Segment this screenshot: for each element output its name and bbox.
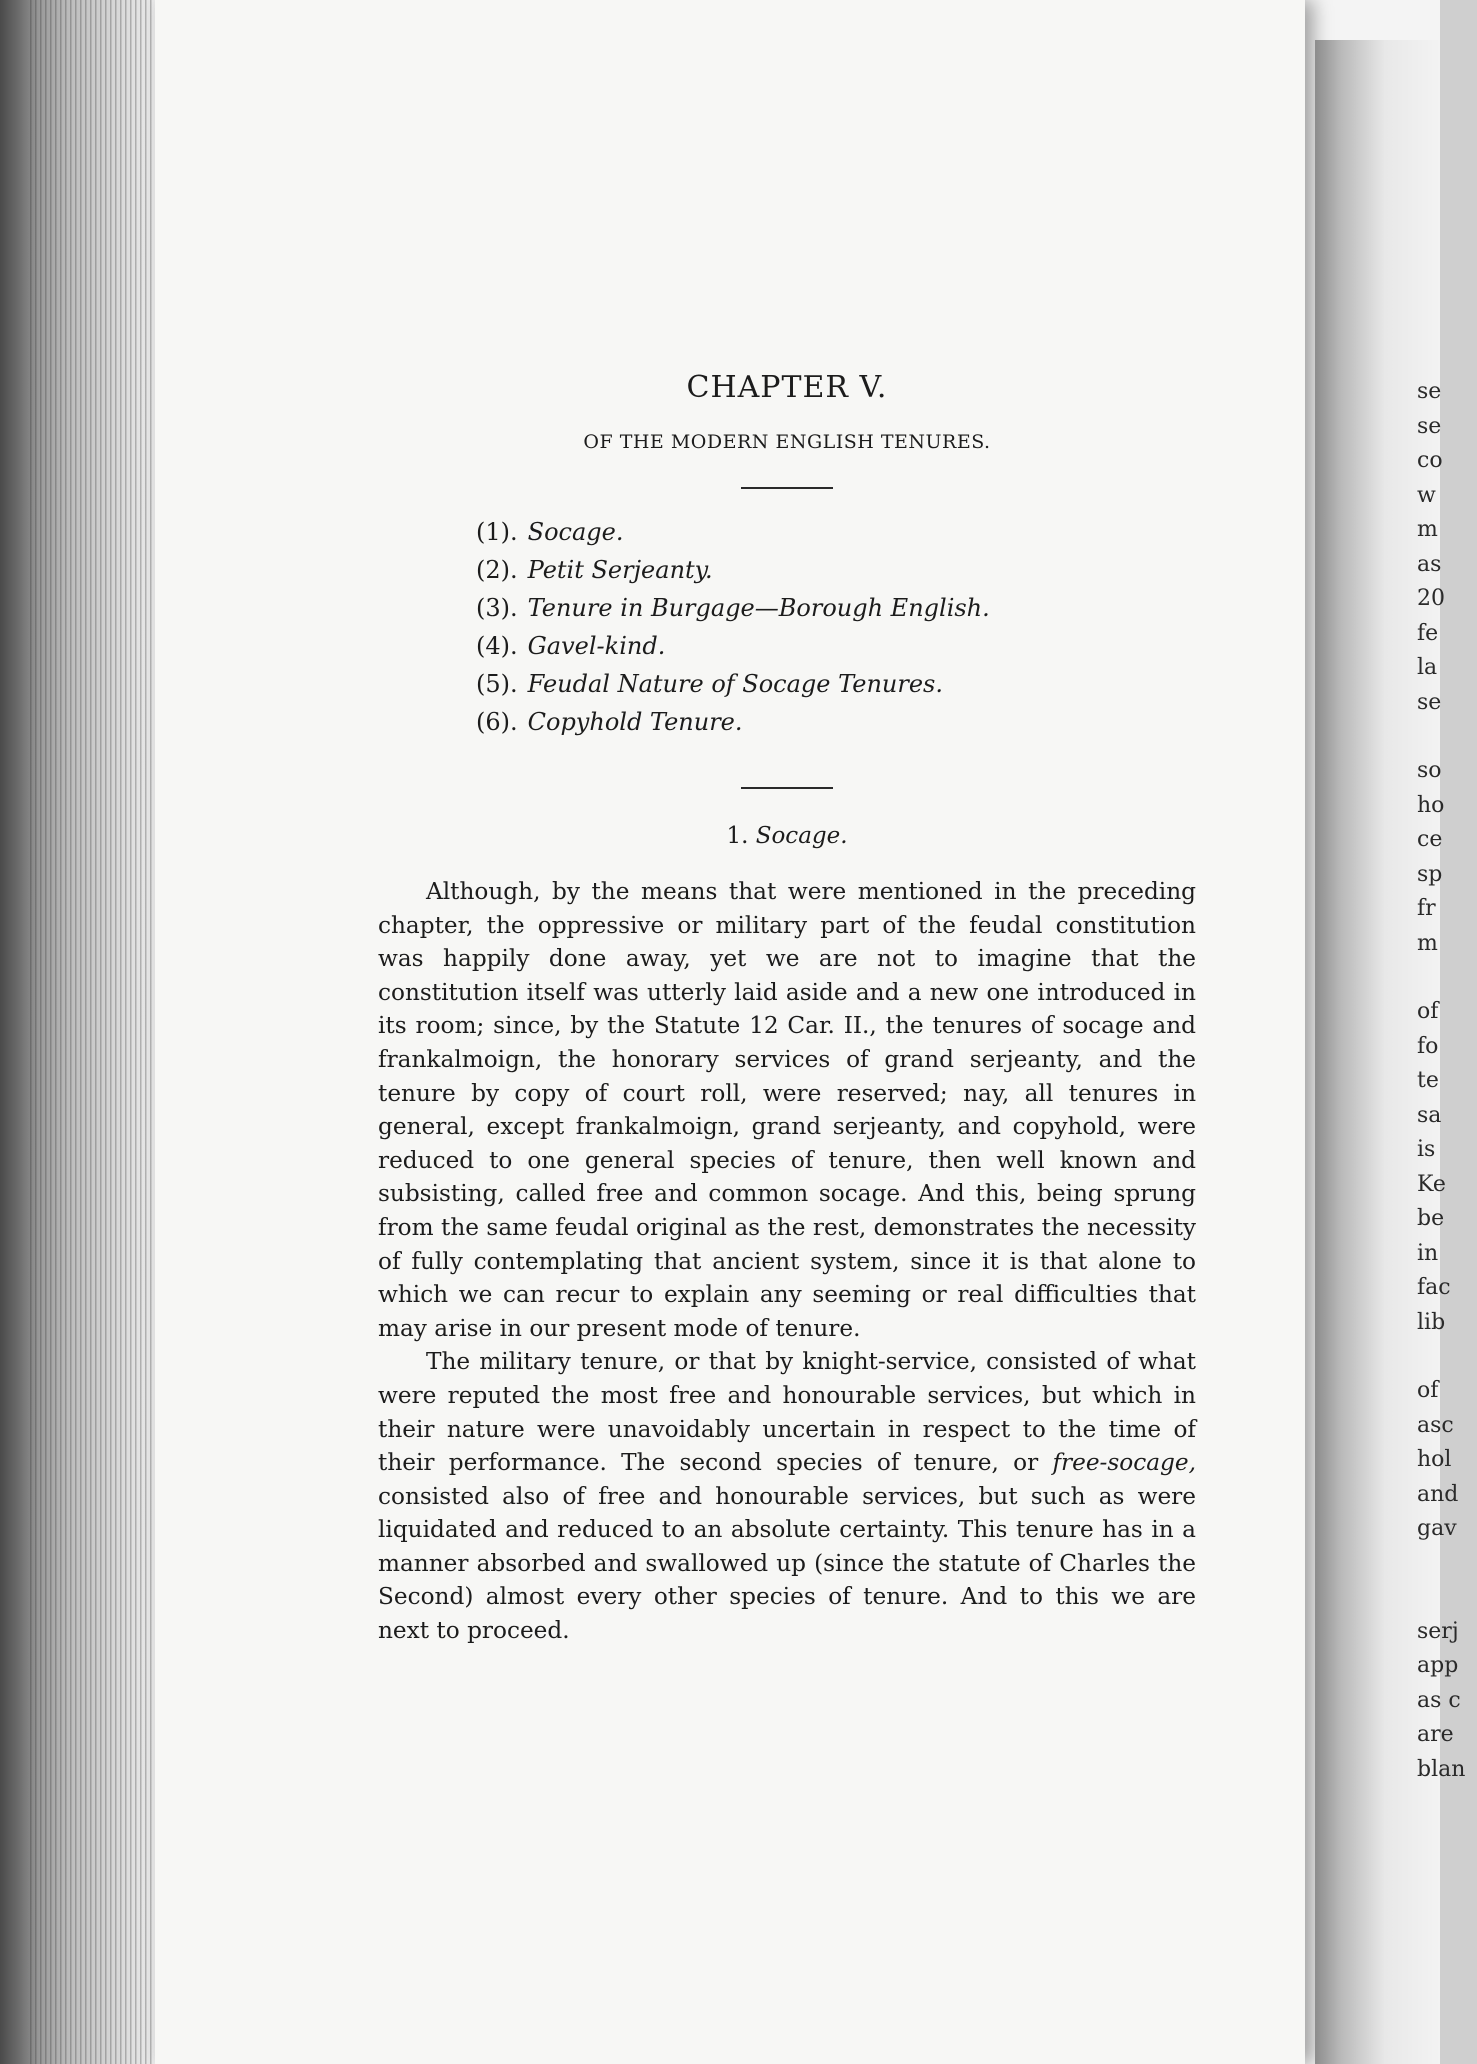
facing-page-fragment: serj (1417, 1618, 1459, 1644)
facing-page-fragment: sa (1417, 1102, 1442, 1128)
contents-item-label: Socage. (527, 518, 624, 546)
facing-page-fragment: as (1417, 551, 1442, 577)
facing-page-fragment: ho (1417, 792, 1445, 818)
facing-page-fragment: se (1417, 379, 1442, 404)
facing-page-fragment: se (1417, 413, 1442, 439)
facing-page-fragment: m (1417, 930, 1438, 956)
contents-item-number: (1). (476, 518, 518, 546)
facing-page-fragment: be (1417, 1206, 1445, 1231)
chapter-title: CHAPTER V. (686, 370, 888, 405)
facing-page-fragment: se (1417, 689, 1442, 715)
facing-page-fragment: blan (1417, 1756, 1466, 1782)
facing-page-fragment: fac (1417, 1275, 1451, 1300)
facing-page-fragment: app (1417, 1653, 1459, 1678)
facing-page-fragment: co (1417, 448, 1443, 473)
contents-item-label: Copyhold Tenure. (527, 708, 743, 736)
contents-item-label: Feudal Nature of Socage Tenures. (527, 670, 943, 698)
facing-page-fragment: sp (1417, 861, 1443, 887)
contents-item-number: (2). (476, 556, 518, 584)
section-heading (378, 823, 1196, 849)
facing-page-fragment: fo (1417, 1033, 1439, 1059)
contents-item (476, 665, 1196, 703)
chapter-contents-list (476, 513, 1196, 741)
contents-item-label: Tenure in Burgage—Borough English. (527, 594, 990, 622)
facing-page-fragment: so (1417, 758, 1442, 783)
facing-page-fragment: w (1417, 482, 1436, 508)
page-content (378, 370, 1196, 1648)
facing-page-fragment: m (1417, 517, 1438, 542)
contents-item (476, 589, 1196, 627)
paragraph-text: consisted also of free and honourable services, but such as were liquidated and reduced to an absolute certainty. This tenure has in a manner absorbed and swallowed up (since the statute of Charles the Second) almost every other species of tenure. And to this we are next to proceed. (378, 1482, 1196, 1645)
body-paragraph (378, 1345, 1196, 1647)
body-paragraph: Although, by the means that were mentioned in the preceding chapter, the oppressive or military part of the feudal constitution was happily done away, yet we are not to imagine that the constitution itself was utterly laid aside and a new one introduced in its room; since, by the Statute 12 Car. II., the tenures of socage and frankalmoign, the honorary services of grand serjeanty, and the tenure by copy of court roll, were reserved; nay, all tenures in general, except frankalmoign, grand serjeanty, and copyhold, were reduced to one general species of tenure, then well known and subsisting, called free and common socage. And this, being sprung from the same feudal original as the rest, demonstrates the necessity of fully contemplating that ancient system, since it is that alone to which we can recur to explain any seeming or real difficulties that may arise in our present mode of tenure. (378, 878, 1196, 1342)
facing-page-fragment: fr (1417, 896, 1436, 921)
chapter-subtitle: OF THE MODERN ENGLISH TENURES. (583, 431, 991, 453)
contents-item-number: (5). (476, 670, 518, 698)
facing-page-fragment (1417, 720, 1477, 754)
facing-page-fragment: te (1417, 1068, 1439, 1093)
facing-page-fragment: of (1417, 999, 1439, 1024)
facing-page-fragment: Ke (1417, 1171, 1446, 1197)
facing-page-fragment: and (1417, 1481, 1459, 1507)
paragraph-text: The military tenure, or that by knight-service, consisted of what were reputed the most free and honourable services, but which in their nature were unavoidably uncertain in respect to the time of their performance. The second species of tenure, or (378, 1348, 1196, 1477)
contents-item (476, 627, 1196, 665)
facing-page-fragment: is (1417, 1137, 1436, 1162)
facing-page-fragment: in (1417, 1240, 1439, 1266)
facing-page-fragment: of (1417, 1378, 1439, 1403)
facing-page-text (1417, 375, 1477, 1787)
facing-page-fragment: ce (1417, 827, 1443, 852)
facing-page-fragment: as c (1417, 1687, 1461, 1713)
facing-page-fragment (1417, 1547, 1477, 1581)
facing-page-fragment: asc (1417, 1412, 1454, 1438)
section-number: 1. (726, 823, 749, 849)
contents-item (476, 703, 1196, 741)
page-edge-stack (30, 0, 155, 2064)
contents-item (476, 551, 1196, 589)
facing-page-fragment: lib (1417, 1309, 1446, 1335)
contents-item (476, 513, 1196, 551)
facing-page-fragment (1417, 1340, 1477, 1374)
divider-rule (741, 787, 833, 789)
facing-page-fragment (1417, 1581, 1477, 1615)
section-title: Socage. (755, 823, 848, 849)
facing-page-fragment: are (1417, 1722, 1454, 1747)
facing-page-fragment: gav (1417, 1516, 1457, 1541)
contents-item-number: (3). (476, 594, 518, 622)
facing-page-fragment: hol (1417, 1447, 1452, 1472)
facing-page-fragment (1417, 961, 1477, 995)
facing-page-fragment: 20 (1417, 586, 1445, 611)
contents-item-label: Petit Serjeanty. (527, 556, 713, 584)
facing-page-fragment: fe (1417, 620, 1439, 646)
facing-page-fragment: la (1417, 655, 1438, 680)
contents-item-label: Gavel-kind. (527, 632, 666, 660)
divider-rule (741, 487, 833, 489)
italic-term: free-socage, (1052, 1449, 1196, 1477)
facing-page (1315, 40, 1466, 2064)
contents-item-number: (6). (476, 708, 518, 736)
contents-item-number: (4). (476, 632, 518, 660)
